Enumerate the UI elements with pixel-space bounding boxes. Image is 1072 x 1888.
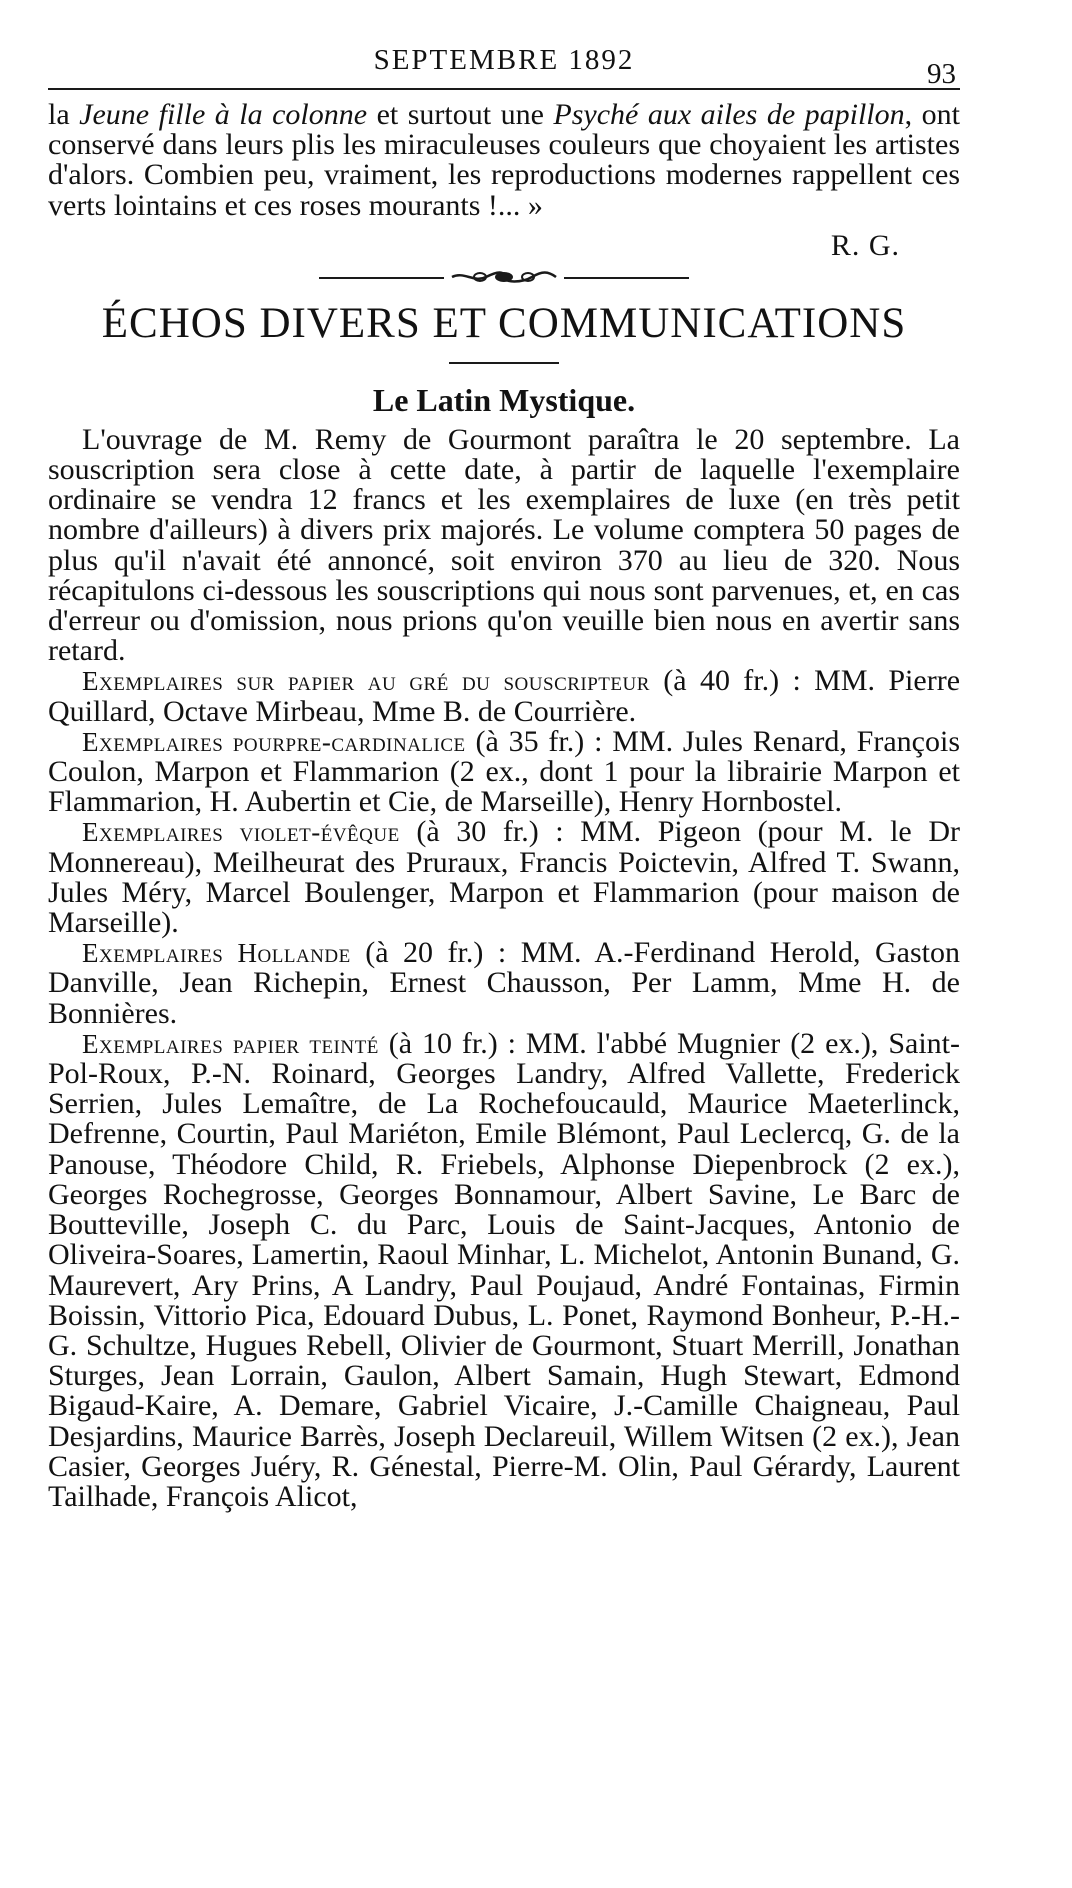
entry-text: (à 40 fr.) : MM. Pierre Quillard, Octave Mirbeau, Mme B. de Courrière. xyxy=(48,664,961,728)
page xyxy=(48,36,960,1512)
page-number: 93 xyxy=(927,58,956,90)
entry-label: Exemplaires papier teinté xyxy=(82,1028,379,1059)
entry-text: (à 30 fr.) : MM. Pigeon (pour M. le Dr Monnereau), Meilheurat des Pruraux, Francis Poictevin, Alfred T. Swann, Jules Méry, Marcel Boulenger, Marpon et Flammarion (pour maison de Marseille). xyxy=(48,815,960,940)
intro-paragraph: L'ouvrage de M. Remy de Gourmont paraîtra le 20 septembre. La souscription sera close à cette date, à partir de laquelle l'exemplaire ordinaire se vendra 12 francs et les exemplaires de luxe (en très petit nombre d'ailleurs) à divers prix majorés. Le volume comptera 50 pages de plus qu'il n'avait été annoncé, soit environ 370 au lieu de 320. Nous récapitulons ci-dessous les souscriptions qui nous sont parvenues, et, en cas d'erreur ou d'omission, nous prions qu'on veuille bien nous en avertir sans retard. xyxy=(48,422,960,668)
section-title: ÉCHOS DIVERS ET COMMUNICATIONS xyxy=(101,299,907,347)
entry-label: Exemplaires violet-évêque xyxy=(82,817,400,848)
entry-text: (à 10 fr.) : MM. l'abbé Mugnier (2 ex.), Saint-Pol-Roux, P.-N. Roinard, Georges Landry, Alfred Vallette, Frederick Serrien, Jules Lemaître, de La Rochefoucauld, Maurice Maeterlinck, Defrenne, Courtin, Paul Mariéton, Emile Blémont, Paul Leclercq, G. de la Panouse, Théodore Child, R. Friebels, Alphonse Diepenbrock (2 ex.), Georges Rochegrosse, Georges Bonnamour, Albert Savine, Le Barc de Boutteville, Joseph C. du Parc, Louis de Saint-Jacques, Antonio de Oliveira-Soares, Lamertin, Raoul Minhar, L. Michelot, Antonin Bunand, G. Maurevert, Ary Prins, A Landry, Paul Poujaud, André Fontainas, Firmin Boissin, Vittorio Pica, Edouard Dubus, L. Ponet, Raymond Bonheur, P.-H.-G. Schultze, Hugues Rebell, Olivier de Gourmont, Stuart Merrill, Jonathan Sturges, Jean Lorrain, Gaulon, Albert Samain, Hugh Stewart, Edmond Bigaud-Kaire, A. Demare, Gabriel Vicaire, J.-Camille Chaigneau, Paul Desjardins, Maurice Barrès, Joseph Declareuil, Willem Witsen (2 ex.), Jean Casier, Georges Juéry, R. Génestal, Pierre-M. Olin, Paul Gérardy, Laurent Tailhade, François Alicot, xyxy=(48,1026,960,1513)
subscription-entry xyxy=(48,1026,960,1513)
running-title: SEPTEMBRE 1892 xyxy=(373,44,635,76)
entry-label: Exemplaires sur papier au gré du souscripteur xyxy=(82,666,650,697)
ornament-divider xyxy=(319,269,689,287)
running-head xyxy=(48,36,960,90)
entry-label: Exemplaires pourpre-cardinalice xyxy=(82,726,466,757)
continuation-rest: , ont conservé dans leurs plis les miraculeuses couleurs que choyaient les artistes d'alors. Combien peu, vraiment, les reproductions modernes rappellent ces verts lointains et ces roses mourants !... » xyxy=(48,98,960,222)
fleuron-icon xyxy=(444,270,564,284)
continuation-mid: et surtout une xyxy=(367,98,554,131)
subscription-entry xyxy=(48,724,960,819)
entry-text: (à 35 fr.) : MM. Jules Renard, François Coulon, Marpon et Flammarion (2 ex., dont 1 pour la librairie Marpon et Flammarion, H. Aubertin et Cie, de Marseille), Henry Hornbostel. xyxy=(48,724,960,819)
subscription-entry xyxy=(48,817,960,938)
subscription-entry xyxy=(48,938,960,1029)
continuation-lead: la xyxy=(48,98,80,131)
artwork-title-2: Psyché aux ailes de papillon xyxy=(553,98,905,131)
continuation-paragraph xyxy=(48,100,960,221)
entry-label: Exemplaires Hollande xyxy=(82,938,351,969)
signature: R. G. xyxy=(830,228,900,262)
artwork-title-1: Jeune fille à la colonne xyxy=(79,98,368,131)
subscription-entry xyxy=(48,666,960,726)
title-rule xyxy=(449,362,559,364)
entry-text: (à 20 fr.) : MM. A.-Ferdinand Herold, Gaston Danville, Jean Richepin, Ernest Chausson, Per Lamm, Mme H. de Bonnières. xyxy=(48,936,960,1030)
article-subtitle: Le Latin Mystique. xyxy=(372,381,636,418)
